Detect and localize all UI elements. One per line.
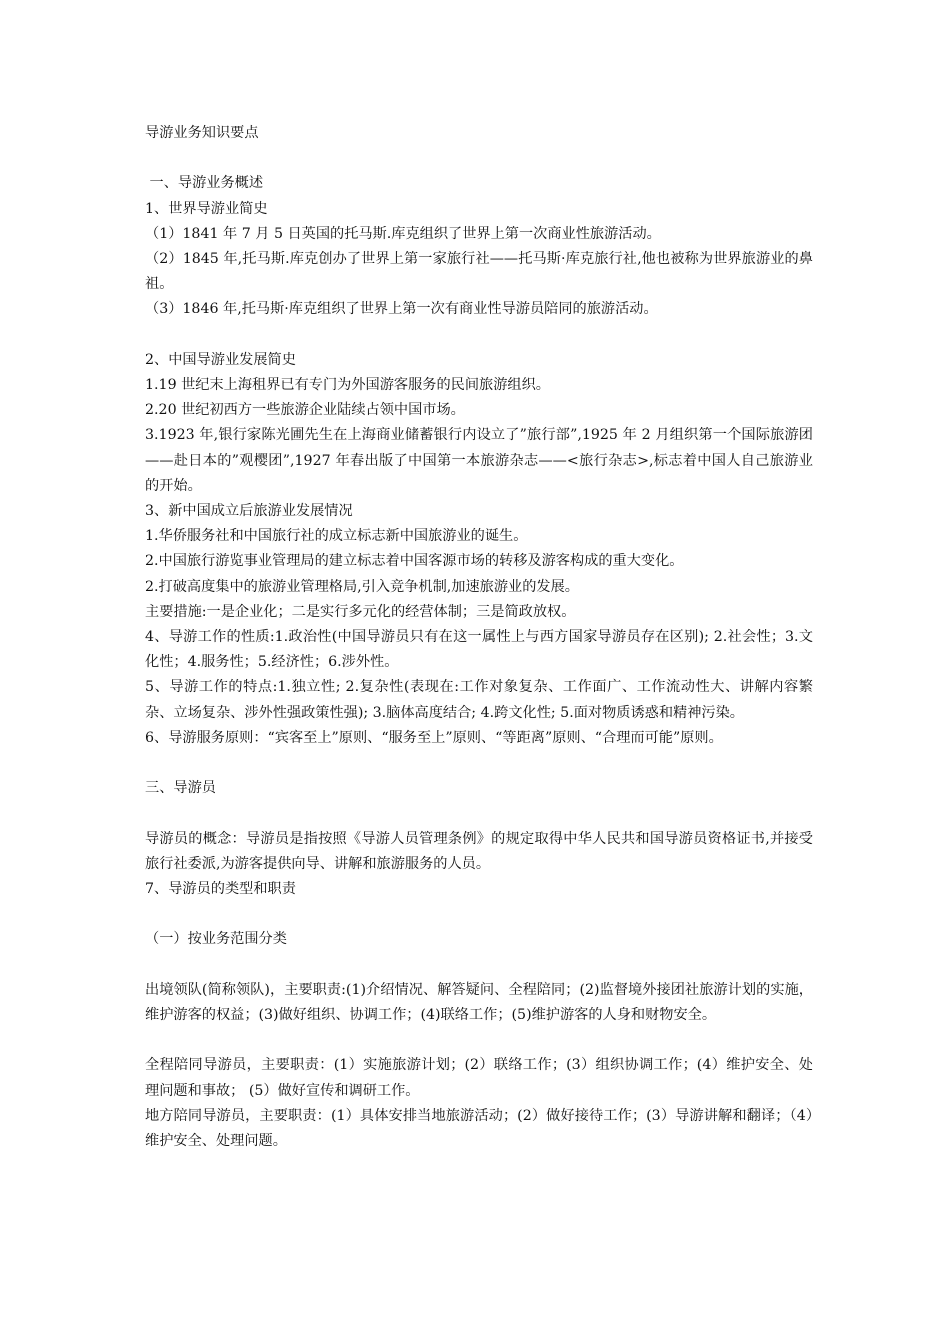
paragraph: 2.20 世纪初西方一些旅游企业陆续占领中国市场。	[145, 402, 465, 419]
paragraph: 6、导游服务原则：“宾客至上”原则、“服务至上”原则、“等距离”原则、“合理而可能”原则。	[145, 729, 723, 746]
paragraph: 5、导游工作的特点:1.独立性; 2.复杂性(表现在:工作对象复杂、工作面广、工作流动性大、讲解内容繁杂、立场复杂、涉外性强政策性强); 3.脑体高度结合; 4.跨文化性; 5.面对物质诱惑和精神污染。	[145, 679, 813, 721]
subsection-heading: 1、世界导游业简史	[145, 200, 268, 217]
blank-line	[145, 751, 813, 776]
section-heading: 三、导游员	[145, 780, 216, 797]
subsection-heading: 2、中国导游业发展简史	[145, 351, 296, 368]
subsection-heading: （一）按业务范围分类	[145, 931, 287, 948]
blank-line	[145, 323, 813, 348]
paragraph: 4、导游工作的性质:1.政治性(中国导游员只有在这一属性上与西方国家导游员存在区别); 2.社会性；3.文化性；4.服务性；5.经济性；6.涉外性。	[145, 629, 813, 671]
paragraph: 主要措施:一是企业化；二是实行多元化的经营体制；三是简政放权。	[145, 603, 576, 620]
section-heading: 一、导游业务概述	[145, 175, 264, 192]
paragraph: （1）1841 年 7 月 5 日英国的托马斯.库克组织了世界上第一次商业性旅游活动。	[145, 225, 661, 242]
paragraph: 导游员的概念：导游员是指按照《导游人员管理条例》的规定取得中华人民共和国导游员资格证书,并接受旅行社委派,为游客提供向导、讲解和旅游服务的人员。	[145, 830, 813, 872]
blank-line	[145, 1028, 813, 1053]
subsection-heading: 3、新中国成立后旅游业发展情况	[145, 503, 353, 520]
blank-line	[145, 801, 813, 826]
paragraph: 出境领队(简称领队)，主要职责:(1)介绍情况、解答疑问、全程陪同；(2)监督境外接团社旅游计划的实施，维护游客的权益；(3)做好组织、协调工作；(4)联络工作；(5)维护游客的人身和财物安全。	[145, 981, 813, 1024]
paragraph: 1.19 世纪末上海租界已有专门为外国游客服务的民间旅游组织。	[145, 377, 550, 393]
paragraph: 地方陪同导游员，主要职责：(1）具体安排当地旅游活动；(2）做好接待工作；(3）导游讲解和翻译；（4）维护安全、处理问题。	[145, 1107, 813, 1150]
paragraph: （2）1845 年,托马斯.库克创办了世界上第一家旅行社——托马斯·库克旅行社,他也被称为世界旅游业的鼻祖。	[145, 251, 813, 293]
paragraph: 3.1923 年,银行家陈光圃先生在上海商业储蓄银行内设立了”旅行部”,1925 年 2 月组织第一个国际旅游团——赴日本的”观樱团”,1927 年春出版了中国第一本旅游杂志——<旅行杂志>,标志着中国人自己旅游业的开始。	[145, 427, 813, 494]
document-body	[145, 121, 813, 1154]
paragraph: 全程陪同导游员，主要职责：(1）实施旅游计划；(2）联络工作；(3）组织协调工作；(4）维护安全、处理问题和事故； (5）做好宣传和调研工作。	[145, 1057, 813, 1099]
blank-line	[145, 902, 813, 927]
paragraph: 1.华侨服务社和中国旅行社的成立标志新中国旅游业的诞生。	[145, 528, 528, 545]
paragraph: 2.打破高度集中的旅游业管理格局,引入竞争机制,加速旅游业的发展。	[145, 578, 579, 595]
doc-title: 导游业务知识要点	[145, 125, 259, 141]
blank-line	[145, 146, 813, 171]
paragraph: 2.中国旅行游览事业管理局的建立标志着中国客源市场的转移及游客构成的重大变化。	[145, 553, 684, 570]
subsection-heading: 7、导游员的类型和职责	[145, 881, 296, 898]
blank-line	[145, 953, 813, 978]
paragraph: （3）1846 年,托马斯·库克组织了世界上第一次有商业性导游员陪同的旅游活动。	[145, 301, 658, 318]
